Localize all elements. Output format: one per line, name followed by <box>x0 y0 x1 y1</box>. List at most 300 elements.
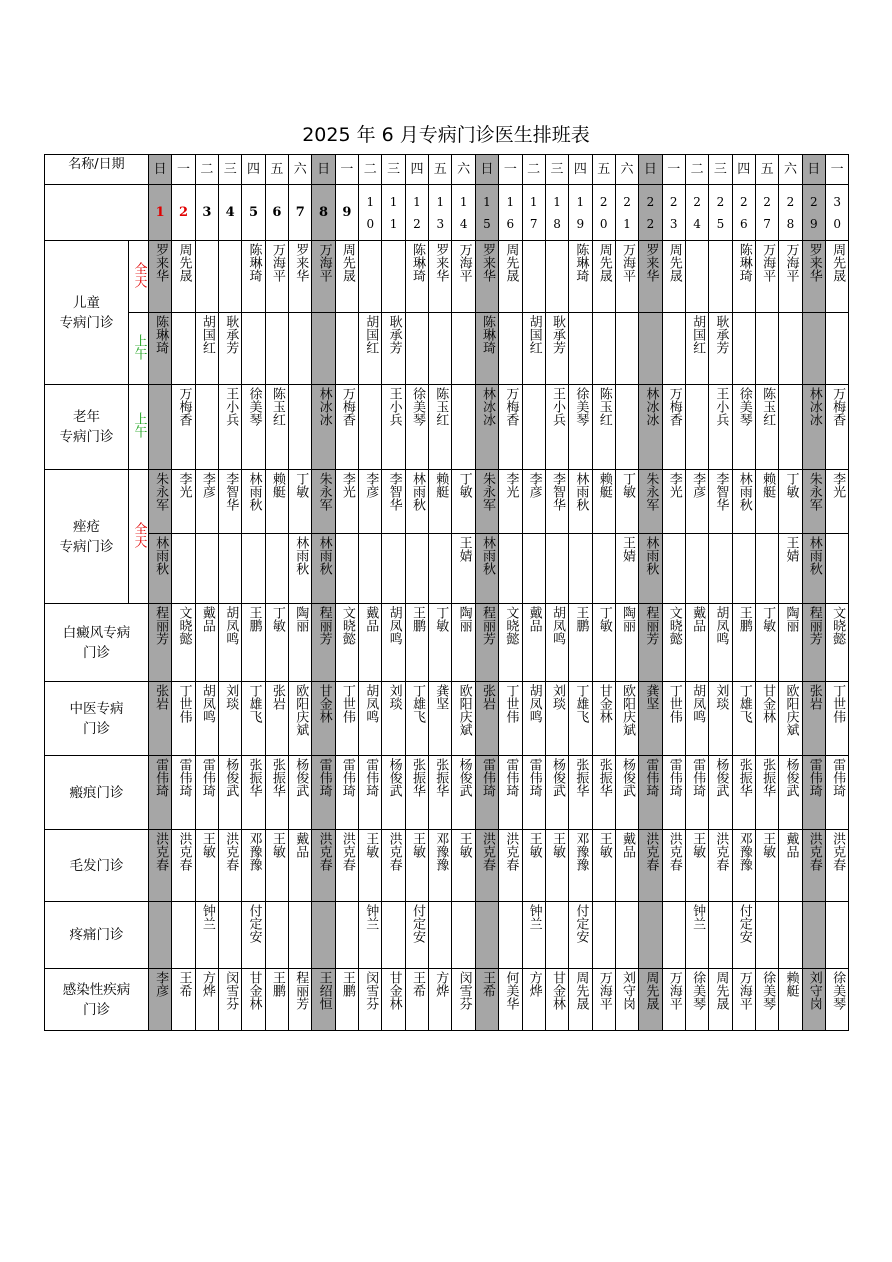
duty-cell <box>382 902 405 969</box>
duty-cell <box>289 902 312 969</box>
duty-cell <box>802 385 825 470</box>
doctor-name: 周先晟 <box>176 243 192 282</box>
duty-cell <box>615 604 638 682</box>
doctor-name: 李光 <box>503 472 519 498</box>
duty-cell <box>639 756 662 830</box>
duty-cell <box>825 470 848 534</box>
date-header: 2 <box>172 185 195 241</box>
duty-cell <box>429 241 452 313</box>
doctor-name: 洪克春 <box>153 832 169 871</box>
duty-cell <box>545 313 568 385</box>
duty-cell <box>242 902 265 969</box>
date-header: 5 <box>242 185 265 241</box>
doctor-name: 万海平 <box>666 971 682 1010</box>
duty-cell <box>569 470 592 534</box>
doctor-name: 付定安 <box>246 904 262 943</box>
doctor-name: 杨俊武 <box>293 758 309 797</box>
duty-cell <box>592 902 615 969</box>
date-header: 3 <box>195 185 218 241</box>
duty-cell <box>359 385 382 470</box>
duty-cell <box>312 830 335 902</box>
duty-cell <box>615 902 638 969</box>
session-label: 上午 <box>129 313 149 385</box>
duty-cell <box>149 830 172 902</box>
duty-cell <box>312 969 335 1031</box>
duty-cell <box>522 313 545 385</box>
duty-cell <box>429 902 452 969</box>
date-header: 3 0 <box>825 185 848 241</box>
duty-cell <box>172 241 195 313</box>
doctor-name: 林雨秋 <box>573 472 589 511</box>
doctor-name: 徐美琴 <box>246 387 262 426</box>
doctor-name: 赖艇 <box>269 472 285 498</box>
doctor-name: 罗来华 <box>153 243 169 282</box>
duty-cell <box>382 756 405 830</box>
department-name: 疼痛门诊 <box>45 902 149 969</box>
doctor-name: 王婧 <box>620 536 636 562</box>
doctor-name: 雷伟琦 <box>316 758 332 797</box>
duty-cell <box>265 534 288 604</box>
duty-cell <box>685 470 708 534</box>
duty-cell <box>242 969 265 1031</box>
doctor-name: 李智华 <box>386 472 402 511</box>
doctor-name: 陶丽 <box>783 606 799 632</box>
duty-cell <box>312 534 335 604</box>
duty-cell <box>709 241 732 313</box>
doctor-name: 付定安 <box>573 904 589 943</box>
duty-cell <box>405 830 428 902</box>
doctor-name: 王鹏 <box>573 606 589 632</box>
duty-cell <box>522 604 545 682</box>
doctor-name: 雷伟琦 <box>666 758 682 797</box>
doctor-name: 胡国红 <box>363 315 379 354</box>
doctor-name: 王敏 <box>363 832 379 858</box>
session-label: 上午 <box>129 385 149 470</box>
duty-cell <box>779 830 802 902</box>
duty-cell <box>592 756 615 830</box>
duty-cell <box>475 902 498 969</box>
doctor-name: 丁敏 <box>620 472 636 498</box>
duty-cell <box>522 682 545 756</box>
duty-cell <box>545 604 568 682</box>
doctor-name: 戴品 <box>690 606 706 632</box>
duty-cell <box>545 385 568 470</box>
doctor-name: 朱永军 <box>479 472 495 511</box>
doctor-name: 钟兰 <box>526 904 542 930</box>
doctor-name: 邓豫豫 <box>433 832 449 871</box>
duty-cell <box>475 682 498 756</box>
duty-cell <box>825 313 848 385</box>
duty-cell <box>219 682 242 756</box>
doctor-name: 王敏 <box>550 832 566 858</box>
doctor-name: 陈玉红 <box>596 387 612 426</box>
doctor-name: 胡凤鸣 <box>199 684 215 723</box>
doctor-name: 杨俊武 <box>550 758 566 797</box>
duty-cell <box>405 682 428 756</box>
duty-cell <box>289 241 312 313</box>
duty-cell <box>149 756 172 830</box>
doctor-name: 赖艇 <box>433 472 449 498</box>
doctor-name: 欧阳庆斌 <box>620 684 636 736</box>
header-blank <box>45 185 149 241</box>
doctor-name: 王小兵 <box>223 387 239 426</box>
duty-cell <box>265 830 288 902</box>
doctor-name: 甘金林 <box>386 971 402 1010</box>
weekday-header: 日 <box>475 155 498 185</box>
doctor-name: 丁雄飞 <box>573 684 589 723</box>
department-name: 瘢痕门诊 <box>45 756 149 830</box>
duty-cell <box>569 902 592 969</box>
date-header: 1 0 <box>359 185 382 241</box>
doctor-name: 洪克春 <box>713 832 729 871</box>
duty-cell <box>335 756 358 830</box>
duty-cell <box>802 830 825 902</box>
doctor-name: 林雨秋 <box>643 536 659 575</box>
duty-cell <box>592 241 615 313</box>
duty-cell <box>709 313 732 385</box>
duty-cell <box>405 756 428 830</box>
duty-cell <box>475 969 498 1031</box>
doctor-name: 陈琳琦 <box>573 243 589 282</box>
doctor-name: 李智华 <box>223 472 239 511</box>
duty-cell <box>755 756 778 830</box>
duty-cell <box>335 682 358 756</box>
doctor-name: 丁敏 <box>596 606 612 632</box>
duty-cell <box>545 756 568 830</box>
duty-cell <box>312 241 335 313</box>
duty-cell <box>779 534 802 604</box>
duty-cell <box>499 756 522 830</box>
duty-cell <box>429 385 452 470</box>
doctor-name: 洪克春 <box>479 832 495 871</box>
duty-cell <box>685 830 708 902</box>
date-header: 1 1 <box>382 185 405 241</box>
duty-cell <box>732 534 755 604</box>
duty-cell <box>149 385 172 470</box>
doctor-name: 李光 <box>339 472 355 498</box>
duty-cell <box>639 682 662 756</box>
doctor-name: 龚坚 <box>433 684 449 710</box>
duty-cell <box>195 534 218 604</box>
duty-cell <box>265 313 288 385</box>
duty-cell <box>195 313 218 385</box>
duty-cell <box>335 534 358 604</box>
duty-cell <box>429 682 452 756</box>
duty-cell <box>522 830 545 902</box>
date-header: 2 1 <box>615 185 638 241</box>
doctor-name: 王鹏 <box>246 606 262 632</box>
date-header: 1 9 <box>569 185 592 241</box>
doctor-name: 龚坚 <box>643 684 659 710</box>
weekday-header: 三 <box>545 155 568 185</box>
duty-cell <box>709 969 732 1031</box>
doctor-name: 文晓懿 <box>830 606 846 645</box>
duty-cell <box>732 241 755 313</box>
doctor-name: 戴品 <box>199 606 215 632</box>
duty-cell <box>522 756 545 830</box>
duty-cell <box>335 830 358 902</box>
doctor-name: 雷伟琦 <box>830 758 846 797</box>
weekday-header: 日 <box>149 155 172 185</box>
doctor-name: 钟兰 <box>199 904 215 930</box>
doctor-name: 陈琳琦 <box>246 243 262 282</box>
doctor-name: 丁雄飞 <box>736 684 752 723</box>
department-name: 老年 专病门诊 <box>45 385 129 470</box>
doctor-name: 丁世伟 <box>830 684 846 723</box>
doctor-name: 陈琳琦 <box>409 243 425 282</box>
doctor-name: 洪克春 <box>223 832 239 871</box>
doctor-name: 林雨秋 <box>153 536 169 575</box>
doctor-name: 杨俊武 <box>713 758 729 797</box>
doctor-name: 徐美琴 <box>573 387 589 426</box>
duty-cell <box>265 385 288 470</box>
duty-cell <box>662 385 685 470</box>
weekday-header: 四 <box>732 155 755 185</box>
duty-cell <box>289 756 312 830</box>
duty-cell <box>382 385 405 470</box>
duty-cell <box>592 534 615 604</box>
doctor-name: 钟兰 <box>690 904 706 930</box>
doctor-name: 张振华 <box>573 758 589 797</box>
doctor-name: 周先晟 <box>830 243 846 282</box>
session-label: 全天 <box>129 470 149 604</box>
duty-cell <box>195 756 218 830</box>
doctor-name: 李智华 <box>713 472 729 511</box>
duty-cell <box>429 830 452 902</box>
duty-cell <box>265 604 288 682</box>
duty-cell <box>545 902 568 969</box>
duty-cell <box>685 604 708 682</box>
doctor-name: 陈玉红 <box>760 387 776 426</box>
doctor-name: 林雨秋 <box>479 536 495 575</box>
doctor-name: 林雨秋 <box>316 536 332 575</box>
doctor-name: 胡国红 <box>526 315 542 354</box>
doctor-name: 张振华 <box>433 758 449 797</box>
duty-cell <box>615 830 638 902</box>
doctor-name: 林冰冰 <box>479 387 495 426</box>
doctor-name: 闵雪芬 <box>363 971 379 1010</box>
doctor-name: 邓豫豫 <box>573 832 589 871</box>
duty-cell <box>639 969 662 1031</box>
doctor-name: 胡凤鸣 <box>690 684 706 723</box>
doctor-name: 洪克春 <box>386 832 402 871</box>
duty-cell <box>732 682 755 756</box>
duty-cell <box>382 313 405 385</box>
doctor-name: 丁世伟 <box>503 684 519 723</box>
doctor-name: 雷伟琦 <box>153 758 169 797</box>
duty-cell <box>452 969 475 1031</box>
doctor-name: 丁雄飞 <box>409 684 425 723</box>
duty-cell <box>359 830 382 902</box>
doctor-name: 王敏 <box>690 832 706 858</box>
doctor-name: 方烨 <box>433 971 449 997</box>
duty-cell <box>219 830 242 902</box>
duty-cell <box>755 534 778 604</box>
doctor-name: 王婧 <box>456 536 472 562</box>
duty-cell <box>662 902 685 969</box>
doctor-name: 邓豫豫 <box>246 832 262 871</box>
doctor-name: 杨俊武 <box>456 758 472 797</box>
doctor-name: 朱永军 <box>643 472 659 511</box>
weekday-header: 五 <box>429 155 452 185</box>
duty-cell <box>615 969 638 1031</box>
doctor-name: 丁世伟 <box>176 684 192 723</box>
date-header: 2 5 <box>709 185 732 241</box>
duty-cell <box>452 534 475 604</box>
duty-cell <box>429 470 452 534</box>
duty-cell <box>382 604 405 682</box>
doctor-name: 周先晟 <box>666 243 682 282</box>
doctor-name: 朱永军 <box>806 472 822 511</box>
duty-cell <box>405 385 428 470</box>
doctor-name: 万梅香 <box>666 387 682 426</box>
duty-cell <box>545 534 568 604</box>
duty-cell <box>732 969 755 1031</box>
duty-cell <box>382 969 405 1031</box>
duty-cell <box>242 534 265 604</box>
duty-cell <box>219 385 242 470</box>
duty-cell <box>615 385 638 470</box>
doctor-name: 李智华 <box>550 472 566 511</box>
duty-cell <box>545 470 568 534</box>
doctor-name: 洪克春 <box>643 832 659 871</box>
doctor-name: 程丽芳 <box>643 606 659 645</box>
doctor-name: 雷伟琦 <box>806 758 822 797</box>
doctor-name: 林雨秋 <box>293 536 309 575</box>
duty-cell <box>359 756 382 830</box>
doctor-name: 杨俊武 <box>783 758 799 797</box>
weekday-header: 五 <box>592 155 615 185</box>
doctor-name: 丁世伟 <box>666 684 682 723</box>
duty-cell <box>359 313 382 385</box>
duty-cell <box>662 604 685 682</box>
doctor-name: 王鹏 <box>409 606 425 632</box>
weekday-header: 六 <box>452 155 475 185</box>
duty-cell <box>195 604 218 682</box>
duty-cell <box>662 534 685 604</box>
weekday-header: 日 <box>639 155 662 185</box>
duty-cell <box>195 385 218 470</box>
duty-cell <box>429 534 452 604</box>
duty-cell <box>755 470 778 534</box>
duty-cell <box>779 385 802 470</box>
weekday-header: 六 <box>615 155 638 185</box>
duty-cell <box>195 902 218 969</box>
doctor-name: 杨俊武 <box>223 758 239 797</box>
duty-cell <box>335 902 358 969</box>
doctor-name: 万海平 <box>456 243 472 282</box>
doctor-name: 林雨秋 <box>736 472 752 511</box>
duty-cell <box>685 241 708 313</box>
doctor-name: 林雨秋 <box>246 472 262 511</box>
doctor-name: 周先晟 <box>596 243 612 282</box>
duty-cell <box>499 313 522 385</box>
duty-cell <box>569 830 592 902</box>
doctor-name: 雷伟琦 <box>363 758 379 797</box>
duty-cell <box>219 470 242 534</box>
duty-cell <box>592 682 615 756</box>
doctor-name: 张岩 <box>806 684 822 710</box>
doctor-name: 丁世伟 <box>339 684 355 723</box>
doctor-name: 刘琰 <box>713 684 729 710</box>
doctor-name: 万海平 <box>269 243 285 282</box>
doctor-name: 林雨秋 <box>806 536 822 575</box>
duty-cell <box>662 470 685 534</box>
doctor-name: 李彦 <box>526 472 542 498</box>
duty-cell <box>289 969 312 1031</box>
duty-cell <box>569 534 592 604</box>
duty-cell <box>195 969 218 1031</box>
duty-cell <box>639 902 662 969</box>
duty-cell <box>242 756 265 830</box>
duty-cell <box>359 902 382 969</box>
doctor-name: 陈琳琦 <box>153 315 169 354</box>
duty-cell <box>522 969 545 1031</box>
duty-cell <box>242 830 265 902</box>
doctor-name: 徐美琴 <box>690 971 706 1010</box>
duty-cell <box>545 830 568 902</box>
doctor-name: 刘守岗 <box>620 971 636 1010</box>
doctor-name: 方烨 <box>526 971 542 997</box>
weekday-header: 四 <box>242 155 265 185</box>
duty-cell <box>172 604 195 682</box>
date-header: 2 7 <box>755 185 778 241</box>
doctor-name: 刘琰 <box>223 684 239 710</box>
duty-cell <box>569 969 592 1031</box>
duty-cell <box>475 313 498 385</box>
duty-cell <box>755 969 778 1031</box>
doctor-name: 万海平 <box>783 243 799 282</box>
doctor-name: 洪克春 <box>316 832 332 871</box>
duty-cell <box>779 756 802 830</box>
duty-cell <box>499 830 522 902</box>
duty-cell <box>709 902 732 969</box>
date-header: 1 3 <box>429 185 452 241</box>
doctor-name: 戴品 <box>293 832 309 858</box>
duty-cell <box>242 313 265 385</box>
doctor-name: 陈玉红 <box>269 387 285 426</box>
duty-cell <box>452 241 475 313</box>
doctor-name: 耿承芳 <box>713 315 729 354</box>
duty-cell <box>475 385 498 470</box>
doctor-name: 徐美琴 <box>736 387 752 426</box>
doctor-name: 刘琰 <box>386 684 402 710</box>
duty-cell <box>615 470 638 534</box>
duty-cell <box>825 604 848 682</box>
duty-cell <box>499 902 522 969</box>
doctor-name: 王敏 <box>760 832 776 858</box>
duty-cell <box>709 534 732 604</box>
doctor-name: 文晓懿 <box>176 606 192 645</box>
doctor-name: 陈玉红 <box>433 387 449 426</box>
duty-cell <box>242 385 265 470</box>
weekday-header: 一 <box>825 155 848 185</box>
duty-cell <box>149 604 172 682</box>
weekday-header: 五 <box>755 155 778 185</box>
duty-cell <box>802 604 825 682</box>
duty-cell <box>359 604 382 682</box>
doctor-name: 朱永军 <box>153 472 169 511</box>
doctor-name: 雷伟琦 <box>503 758 519 797</box>
duty-cell <box>429 604 452 682</box>
date-header: 2 2 <box>639 185 662 241</box>
weekday-header: 二 <box>685 155 708 185</box>
doctor-name: 文晓懿 <box>339 606 355 645</box>
date-header: 8 <box>312 185 335 241</box>
doctor-name: 耿承芳 <box>386 315 402 354</box>
duty-cell <box>172 902 195 969</box>
doctor-name: 胡国红 <box>690 315 706 354</box>
